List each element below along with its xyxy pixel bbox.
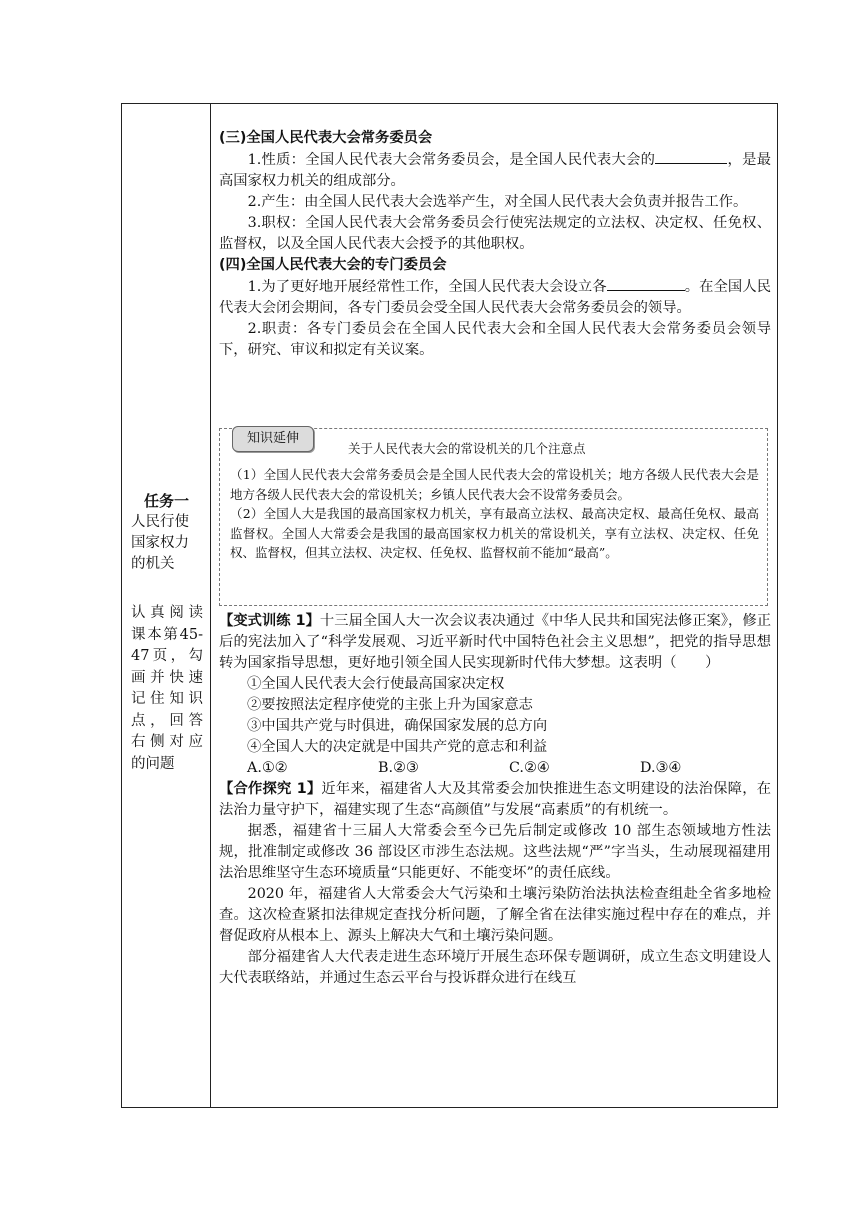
inquiry-label: 【合作探究 1】: [219, 781, 322, 797]
fill-blank[interactable]: [607, 276, 671, 291]
choice-d[interactable]: D.③④: [640, 760, 682, 776]
section3-heading: (三)全国人民代表大会常务委员会: [219, 130, 433, 146]
task-instruction: 认真阅读课本第45-47页，勾画并快速记住知识点，回答右侧对应的问题: [131, 605, 203, 772]
section3-item3: 3.职权：全国人民代表大会常务委员会行使宪法规定的立法权、决定权、任免权、监督权，以及全国人民代表大会授予的其他职权。: [219, 215, 771, 252]
fill-blank[interactable]: [671, 276, 685, 291]
knowledge-point-1: （1）全国人民代表大会常务委员会是全国人民代表大会的常设机关；地方各级人民代表大会是地方各级人民代表大会的常设机关；乡镇人民代表大会不设常务委员会。: [230, 467, 759, 502]
exercise-option: ①全国人民代表大会行使最高国家决定权: [247, 676, 505, 692]
knowledge-extension-box: [219, 428, 768, 606]
knowledge-body: [230, 465, 759, 563]
section3-item2: 2.产生：由全国人民代表大会选举产生，对全国人民代表大会负责并报告工作。: [247, 194, 748, 210]
knowledge-title: 关于人民代表大会的常设机关的几个注意点: [348, 441, 586, 456]
fill-blank[interactable]: [655, 149, 691, 164]
exercise-section: [219, 611, 771, 989]
exercise-stem: 【变式训练 1】十三届全国人大一次会议表决通过《中华人民共和国宪法修正案》，修正后的宪法加入了“科学发展观、习近平新时代中国特色社会主义思想”，把党的指导思想转为国家指导思想，更好地引领全国人民实现新时代伟大梦想。这表明（ ）: [219, 613, 771, 671]
task-column: [122, 104, 211, 1107]
inquiry-intro: 【合作探究 1】近年来，福建省人大及其常委会加快推进生态文明建设的法治保障，在法治力量守护下，福建实现了生态“高颜值”与发展“高素质”的有机统一。: [219, 781, 771, 818]
section3-item1: 1.性质：全国人民代表大会常务委员会，是全国人民代表大会的 ，是最高国家权力机关的组成部分。: [219, 149, 771, 192]
choice-a[interactable]: A.①②: [247, 760, 288, 776]
choice-c[interactable]: C.②④: [509, 760, 550, 776]
task-title: 任务一: [143, 492, 189, 510]
exercise-option: ③中国共产党与时俱进，确保国家发展的总方向: [247, 718, 548, 734]
content-column: [211, 104, 777, 1107]
section4-item2: 2.职责：各专门委员会在全国人民代表大会和全国人民代表大会常务委员会领导下，研究、审议和拟定有关议案。: [219, 321, 771, 358]
section4-heading: (四)全国人民代表大会的专门委员会: [219, 257, 447, 273]
exercise-option: ②要按照法定程序使党的主张上升为国家意志: [247, 697, 533, 713]
answer-choices: [219, 758, 771, 779]
exercise-option: ④全国人大的决定就是中国共产党的意志和利益: [247, 739, 548, 755]
section-npc-standing-committee: [219, 128, 771, 361]
choice-b[interactable]: B.②③: [378, 760, 419, 776]
knowledge-point-2: （2）全国人大是我国的最高国家权力机关，享有最高立法权、最高决定权、最高任免权、最高监督权。全国人大常委会是我国的最高国家权力机关的常设机关，享有立法权、决定权、任免权、监督权，但其立法权、决定权、任免权、监督权前不能加“最高”。: [230, 506, 759, 560]
inquiry-paragraph: 2020 年，福建省人大常委会大气污染和土壤污染防治法执法检查组赴全省多地检查。这次检查紧扣法律规定查找分析问题，了解全省在法律实施过程中存在的难点，并督促政府从根本上、源头上解决大气和土壤污染问题。: [219, 886, 771, 944]
section4-item1: 1.为了更好地开展经常性工作，全国人民代表大会设立各 。在全国人民代表大会闭会期间，各专门委员会受全国人民代表大会常务委员会的领导。: [219, 276, 771, 319]
fill-blank[interactable]: [691, 149, 727, 164]
knowledge-badge: 知识延伸: [232, 426, 314, 452]
task-subtitle: 人民行使国家权力的机关: [131, 514, 189, 572]
exercise-label: 【变式训练 1】: [219, 613, 320, 629]
worksheet-table: [121, 103, 778, 1108]
inquiry-paragraph: 据悉，福建省十三届人大常委会至今已先后制定或修改 10 部生态领域地方性法规，批准制定或修改 36 部设区市涉生态法规。这些法规“严”字当头，生动展现福建用法治思维坚守生态环境质量“只能更好、不能变坏”的责任底线。: [219, 823, 771, 881]
inquiry-paragraph: 部分福建省人大代表走进生态环境厅开展生态环保专题调研，成立生态文明建设人大代表联络站，并通过生态云平台与投诉群众进行在线互: [219, 949, 771, 986]
